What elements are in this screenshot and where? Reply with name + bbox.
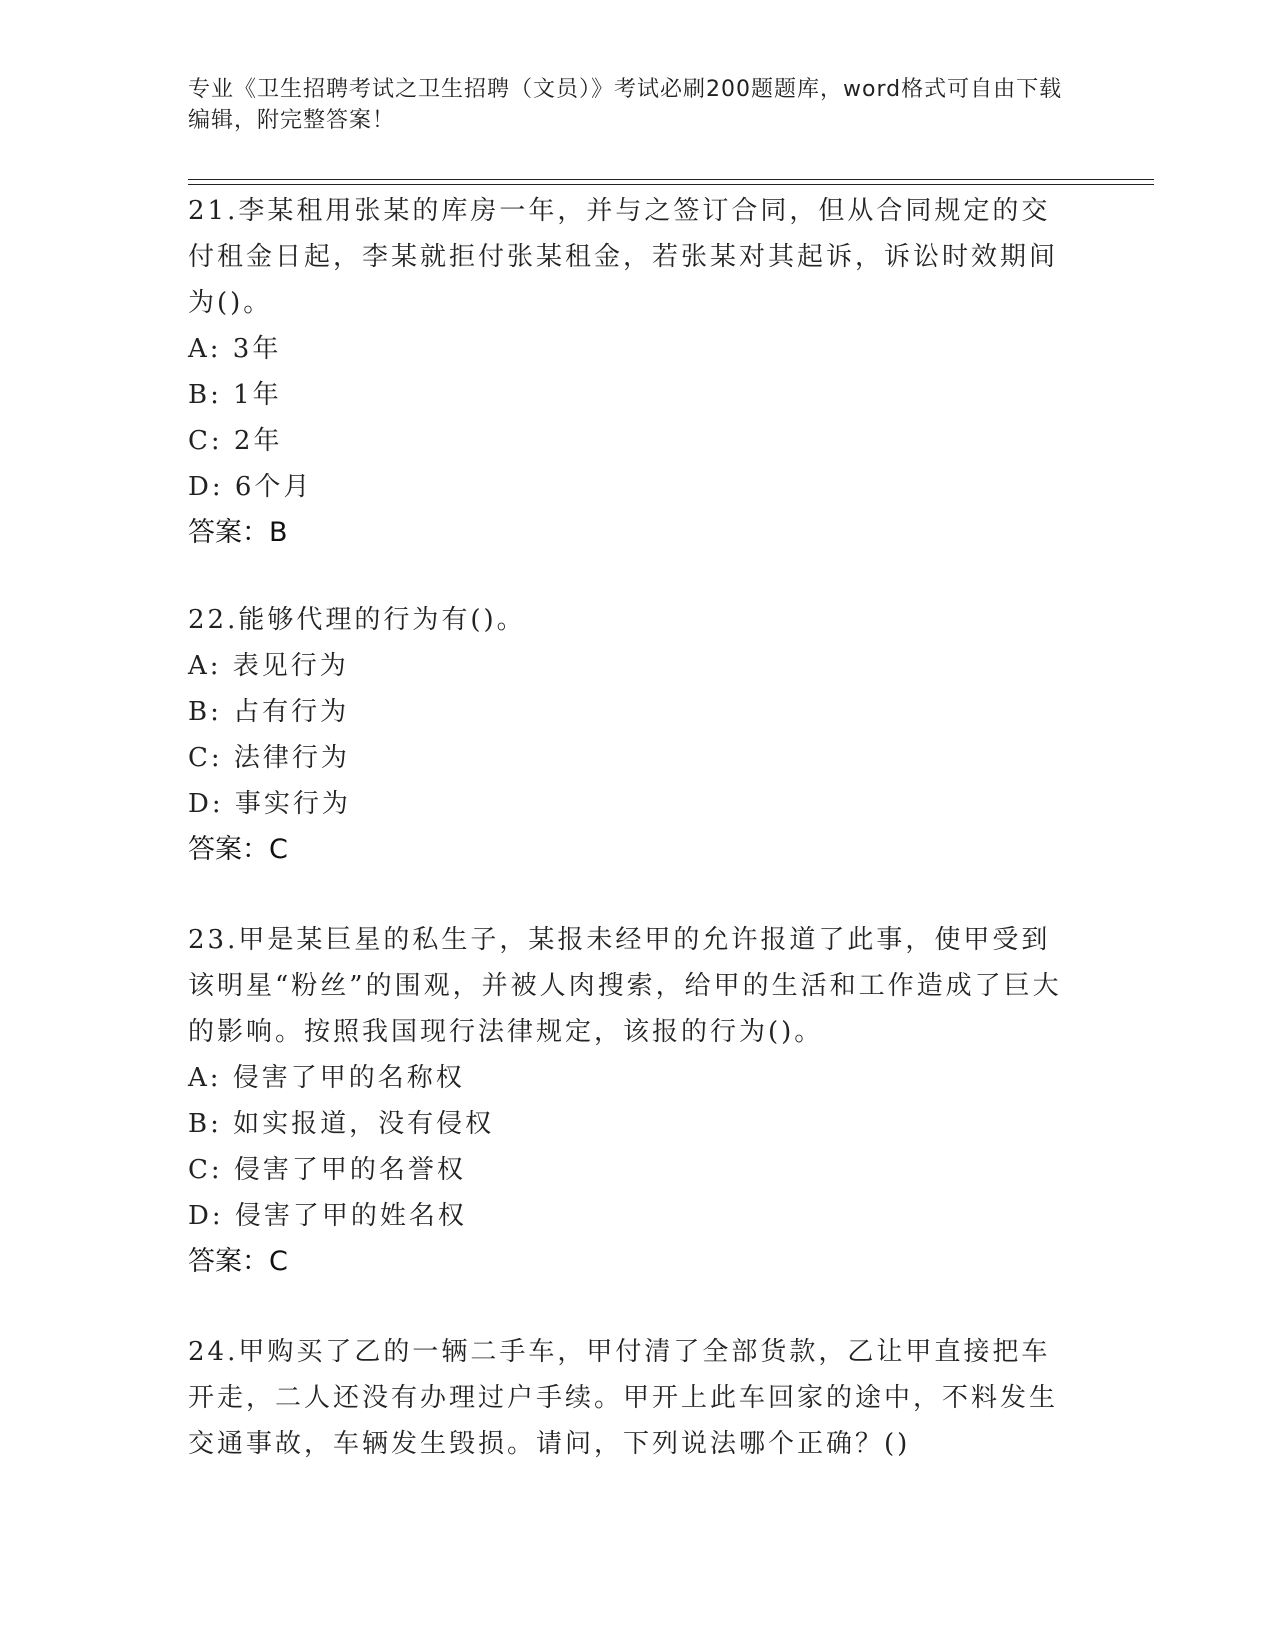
question-22: [188, 597, 1068, 873]
question-21: [188, 188, 1068, 556]
option-d: D: 6个月: [188, 472, 313, 502]
option-a: A: 3年: [188, 334, 282, 364]
answer: 答案：C: [188, 834, 288, 865]
question-24: [188, 1329, 1068, 1467]
option-a: A: 表见行为: [188, 651, 349, 681]
answer: 答案：B: [188, 517, 288, 548]
question-23: [188, 917, 1068, 1285]
option-b: B: 1年: [188, 380, 282, 410]
document-header: 专业《卫生招聘考试之卫生招聘（文员）》考试必刷200题题库，word格式可自由下载编辑，附完整答案！: [188, 77, 1063, 133]
answer: 答案：C: [188, 1246, 288, 1277]
option-b: B: 如实报道，没有侵权: [188, 1109, 495, 1139]
header-divider-top: [188, 179, 1154, 180]
option-c: C: 2年: [188, 426, 283, 456]
option-d: D: 侵害了甲的姓名权: [188, 1201, 467, 1231]
question-stem: 21.李某租用张某的库房一年，并与之签订合同，但从合同规定的交付租金日起，李某就拒付张某租金，若张某对其起诉，诉讼时效期间为()。: [188, 196, 1059, 318]
header-divider-bottom: [188, 184, 1154, 185]
option-d: D: 事实行为: [188, 789, 351, 819]
question-stem: 24.甲购买了乙的一辆二手车，甲付清了全部货款，乙让甲直接把车开走，二人还没有办理过户手续。甲开上此车回家的途中，不料发生交通事故，车辆发生毁损。请问，下列说法哪个正确？(): [188, 1337, 1059, 1459]
question-stem: 22.能够代理的行为有()。: [188, 605, 526, 635]
option-c: C: 侵害了甲的名誉权: [188, 1155, 466, 1185]
option-b: B: 占有行为: [188, 697, 350, 727]
option-c: C: 法律行为: [188, 743, 350, 773]
option-a: A: 侵害了甲的名称权: [188, 1063, 465, 1093]
question-stem: 23.甲是某巨星的私生子，某报未经甲的允许报道了此事，使甲受到该明星“粉丝”的围观，并被人肉搜索，给甲的生活和工作造成了巨大的影响。按照我国现行法律规定，该报的行为()。: [188, 925, 1062, 1047]
